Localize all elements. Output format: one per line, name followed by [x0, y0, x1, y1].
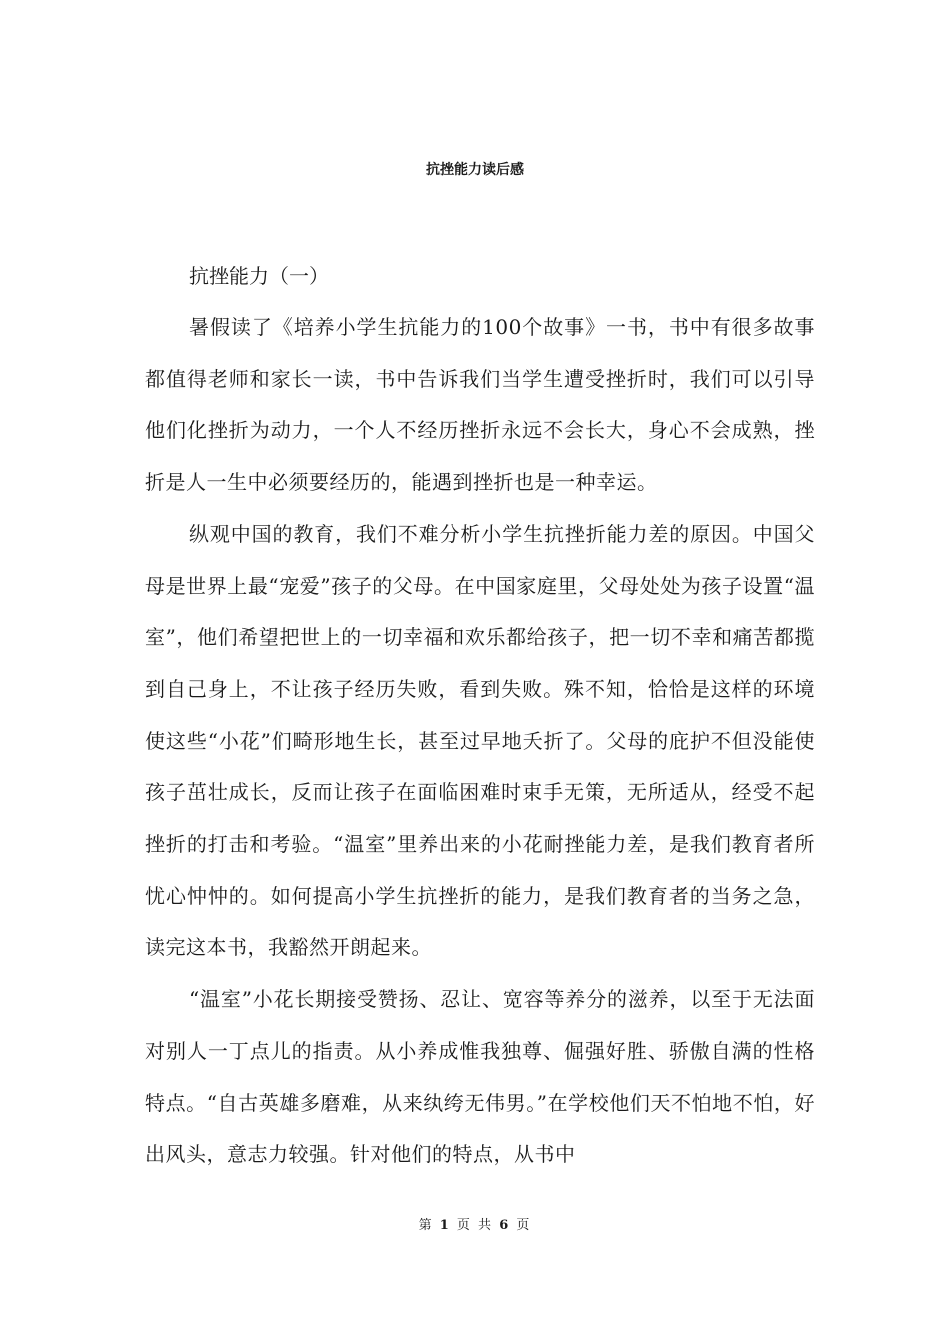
paragraph-1: 暑假读了《培养小学生抗能力的100个故事》一书，书中有很多故事都值得老师和家长一读，书中告诉我们当学生遭受挫折时，我们可以引导他们化挫折为动力，一个人不经历挫折永远不会长大，身心不会成熟，挫折是人一生中必须要经历的，能遇到挫折也是一种幸运。	[145, 315, 815, 495]
footer-middle: 页 共	[456, 1218, 494, 1233]
paragraph-2: 纵观中国的教育，我们不难分析小学生抗挫折能力差的原因。中国父母是世界上最“宠爱”孩子的父母。在中国家庭里，父母处处为孩子设置“温室”，他们希望把世上的一切幸福和欢乐都给孩子，把一切不幸和痛苦都揽到自己身上，不让孩子经历失败，看到失败。殊不知，恰恰是这样的环境使这些“小花”们畸形地生长，甚至过早地夭折了。父母的庇护不但没能使孩子茁壮成长，反而让孩子在面临困难时束手无策，无所适从，经受不起挫折的打击和考验。“温室”里养出来的小花耐挫能力差，是我们教育者所忧心忡忡的。如何提高小学生抗挫折的能力，是我们教育者的当务之急，读完这本书，我豁然开朗起来。	[145, 521, 815, 960]
document-body	[145, 250, 815, 1181]
current-page-number: 1	[439, 1218, 451, 1233]
paragraph-3: “温室”小花长期接受赞扬、忍让、宽容等养分的滋养，以至于无法面对别人一丁点儿的指责。从小养成惟我独尊、倔强好胜、骄傲自满的性格特点。“自古英雄多磨难，从来纨绔无伟男。”在学校他们天不怕地不怕，好出风头，意志力较强。针对他们的特点，从书中	[145, 987, 815, 1167]
page-number-footer	[0, 1217, 950, 1235]
total-page-count: 6	[499, 1218, 511, 1233]
footer-prefix: 第	[418, 1218, 434, 1233]
document-title: 抗挫能力读后感	[426, 162, 524, 178]
footer-suffix: 页	[516, 1218, 532, 1233]
section-heading: 抗挫能力（一）	[189, 264, 329, 288]
